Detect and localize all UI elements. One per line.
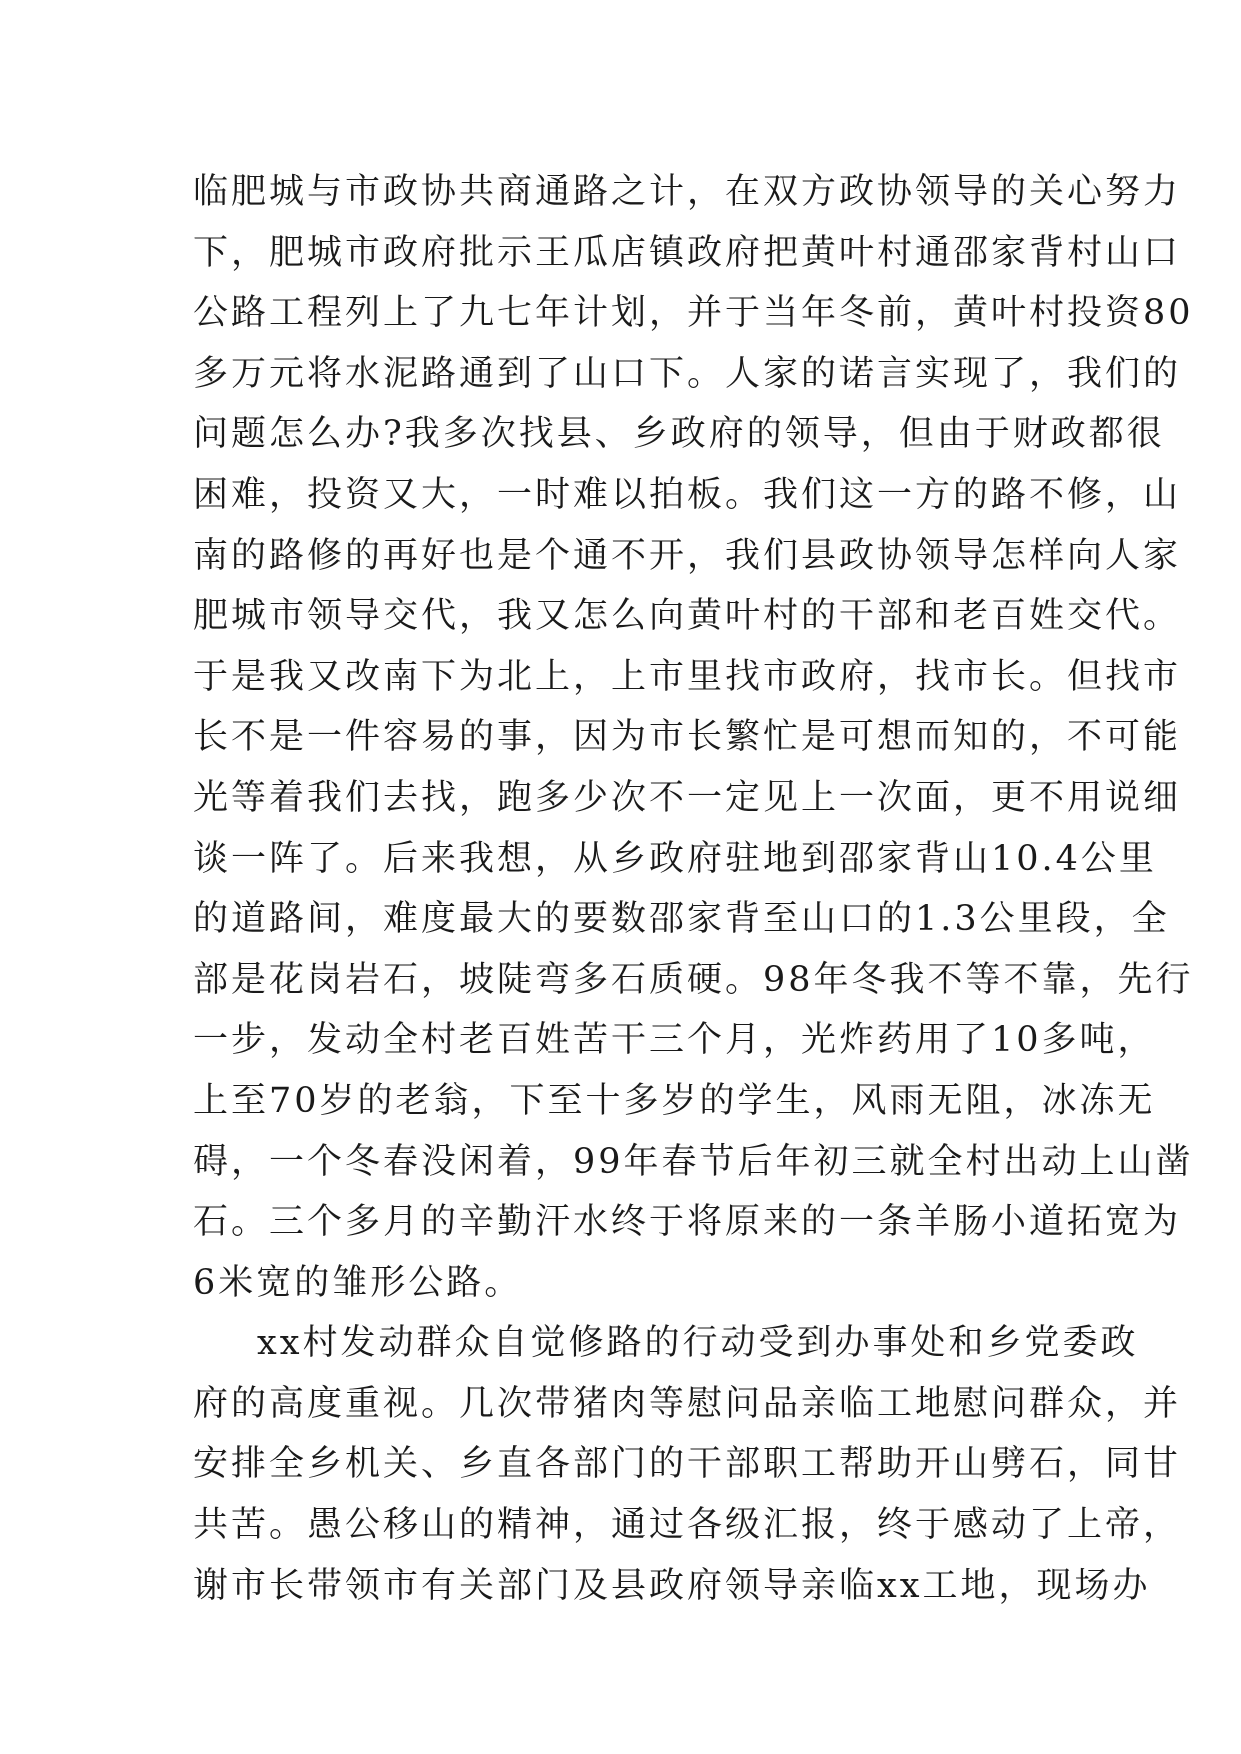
text-line: 公路工程列上了九七年计划，并于当年冬前，黄叶村投资80 (193, 293, 1194, 334)
text-line: 长不是一件容易的事，因为市长繁忙是可想而知的，不可能 (193, 717, 1182, 758)
text-line: 石。三个多月的辛勤汗水终于将原来的一条羊肠小道拓宽为 (193, 1202, 1182, 1243)
text-line: 于是我又改南下为北上，上市里找市政府，找市长。但找市 (193, 656, 1182, 697)
text-line: 一步，发动全村老百姓苦干三个月，光炸药用了10多吨， (193, 1020, 1156, 1061)
text-line: xx村发动群众自觉修路的行动受到办事处和乡党委政 (257, 1323, 1139, 1364)
text-line: 谈一阵了。后来我想，从乡政府驻地到邵家背山10.4公里 (193, 838, 1157, 879)
text-line: 困难，投资又大，一时难以拍板。我们这一方的路不修，山 (193, 474, 1182, 515)
text-line: 肥城市领导交代，我又怎么向黄叶村的干部和老百姓交代。 (193, 596, 1182, 637)
paragraph-1 (193, 162, 1194, 1313)
text-line: 的道路间，难度最大的要数邵家背至山口的1.3公里段，全 (193, 899, 1170, 940)
text-line: 碍，一个冬春没闲着，99年春节后年初三就全村出动上山凿 (193, 1141, 1194, 1182)
text-line: 光等着我们去找，跑多少次不一定见上一次面，更不用说细 (193, 777, 1182, 818)
paragraph-2 (193, 1313, 1182, 1616)
text-line: 问题怎么办?我多次找县、乡政府的领导，但由于财政都很 (193, 414, 1165, 455)
text-line: 临肥城与市政协共商通路之计，在双方政协领导的关心努力 (193, 172, 1182, 212)
text-line: 部是花岗岩石，坡陡弯多石质硬。98年冬我不等不靠，先行 (193, 959, 1194, 1000)
body-text (193, 162, 1194, 1616)
text-line: 谢市长带领市有关部门及县政府领导亲临xx工地，现场办 (193, 1565, 1151, 1606)
text-line: 6米宽的雏形公路。 (193, 1262, 523, 1303)
text-line: 安排全乡机关、乡直各部门的干部职工帮助开山劈石，同甘 (193, 1444, 1182, 1485)
text-line: 上至70岁的老翁，下至十多岁的学生，风雨无阻，冰冻无 (193, 1080, 1156, 1121)
text-line: 南的路修的再好也是个通不开，我们县政协领导怎样向人家 (193, 535, 1182, 576)
text-line: 下，肥城市政府批示王瓜店镇政府把黄叶村通邵家背村山口 (193, 232, 1182, 273)
text-line: 共苦。愚公移山的精神，通过各级汇报，终于感动了上帝， (193, 1505, 1182, 1546)
text-line: 府的高度重视。几次带猪肉等慰问品亲临工地慰问群众，并 (193, 1383, 1182, 1424)
text-line: 多万元将水泥路通到了山口下。人家的诺言实现了，我们的 (193, 353, 1182, 394)
